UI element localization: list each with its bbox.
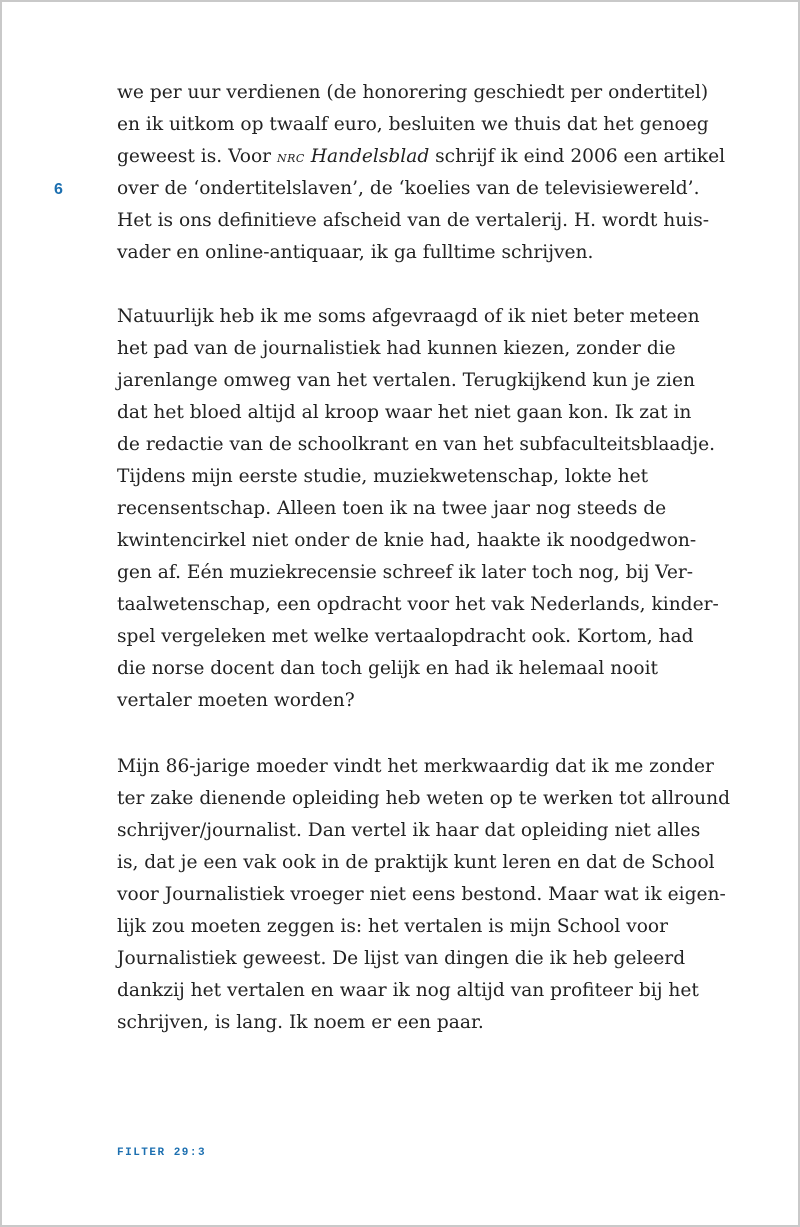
text-line: Mijn 86-jarige moeder vindt het merkwaardig dat ik me zonder <box>117 756 714 777</box>
text-line: dat het bloed altijd al kroop waar het niet gaan kon. Ik zat in <box>117 402 692 423</box>
text-line: lijk zou moeten zeggen is: het vertalen is mijn School voor <box>117 916 668 937</box>
text-line: en ik uitkom op twaalf euro, besluiten we thuis dat het genoeg <box>117 114 709 135</box>
text-line <box>117 141 726 173</box>
text-line: we per uur verdienen (de honorering geschiedt per ondertitel) <box>117 82 709 103</box>
text-line: recensentschap. Alleen toen ik na twee jaar nog steeds de <box>117 498 667 519</box>
journal-footer: FILTER 29:3 <box>117 1147 207 1159</box>
paragraph-3 <box>117 751 730 1039</box>
paragraph-2 <box>117 301 719 717</box>
text-line: taalwetenschap, een opdracht voor het vak Nederlands, kinder- <box>117 594 719 615</box>
text-line-start: geweest is. Voor <box>117 146 277 167</box>
text-line: kwintencirkel niet onder de knie had, haakte ik noodgedwon- <box>117 530 697 551</box>
text-line: jarenlange omweg van het vertalen. Terugkijkend kun je zien <box>117 370 695 391</box>
text-line: gen af. Eén muziekrecensie schreef ik later toch nog, bij Ver- <box>117 562 694 583</box>
text-line: die norse docent dan toch gelijk en had ik helemaal nooit <box>117 658 658 679</box>
text-line: spel vergeleken met welke vertaalopdracht ook. Kortom, had <box>117 626 694 647</box>
newspaper-abbreviation: nrc <box>276 148 305 166</box>
text-line-end: schrijf ik eind 2006 een artikel <box>429 146 726 167</box>
text-line: voor Journalistiek vroeger niet eens bestond. Maar wat ik eigen- <box>117 884 726 905</box>
paragraph-1 <box>117 77 726 269</box>
text-line: Natuurlijk heb ik me soms afgevraagd of ik niet beter meteen <box>117 306 700 327</box>
text-line: vader en online-antiquaar, ik ga fulltime schrijven. <box>117 242 594 263</box>
text-line: schrijven, is lang. Ik noem er een paar. <box>117 1012 484 1033</box>
text-line: de redactie van de schoolkrant en van het subfaculteitsblaadje. <box>117 434 716 455</box>
text-line: Het is ons definitieve afscheid van de vertalerij. H. wordt huis- <box>117 210 710 231</box>
text-line: het pad van de journalistiek had kunnen kiezen, zonder die <box>117 338 676 359</box>
text-line: schrijver/journalist. Dan vertel ik haar dat opleiding niet alles <box>117 820 701 841</box>
text-line: over de ‘ondertitelslaven’, de ‘koelies van de televisiewereld’. <box>117 178 700 199</box>
newspaper-name: Handelsblad <box>304 146 430 167</box>
text-line: is, dat je een vak ook in de praktijk kunt leren en dat de School <box>117 852 715 873</box>
text-line: vertaler moeten worden? <box>117 690 355 711</box>
text-line: Journalistiek geweest. De lijst van dingen die ik heb geleerd <box>117 948 686 969</box>
text-line: dankzij het vertalen en waar ik nog altijd van profiteer bij het <box>117 980 699 1001</box>
page-number: 6 <box>54 181 63 198</box>
text-line: ter zake dienende opleiding heb weten op te werken tot allround <box>117 788 730 809</box>
text-line: Tijdens mijn eerste studie, muziekwetenschap, lokte het <box>117 466 649 487</box>
